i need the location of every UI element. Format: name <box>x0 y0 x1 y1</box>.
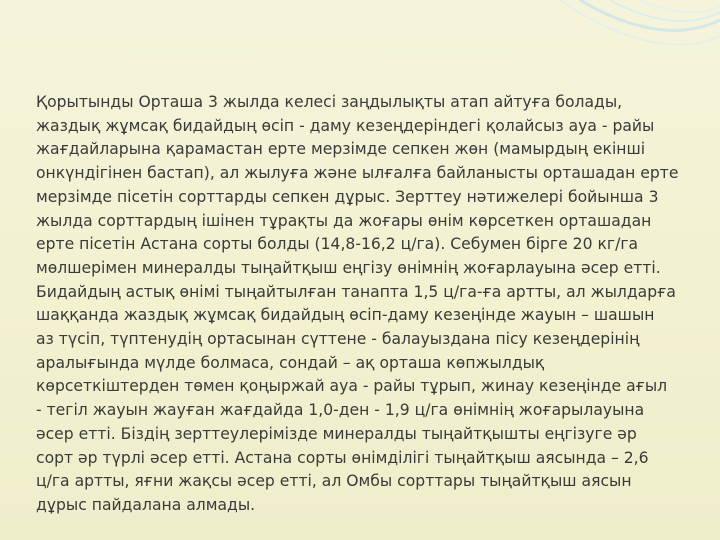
corner-curves-graphic <box>540 0 720 60</box>
corner-curves-decoration <box>540 0 720 60</box>
conclusion-paragraph: Қорытынды Орташа 3 жылда келесі заңдылықты атап айтуға болады, жаздық жұмсақ бидайдың өсіп - даму кезеңдеріндегі қолайсыз ауа - райы жағдайларына қарамастан ерте мерзімде сепкен жөн (мамырдың екінші онкүндігінен бастап), ал жылуға және ылғалға байланысты орташадан ерте мерзімде пісетін сорттарды сепкен дұрыс. Зерттеу нәтижелері бойынша 3 жылда сорттардың ішінен тұрақты да жоғары өнім көрсеткен орташадан ерте пісетін Астана сорты болды (14,8-16,2 ц/га). Себумен бірге 20 кг/га мөлшерімен минералды тыңайтқыш еңгізу өнімнің жоғарлауына әсер етті. Бидайдың астық өнімі тыңайтылған танапта 1,5 ц/га-ға артты, ал жылдарға шаққанда жаздық жұмсақ бидайдың өсіп-даму кезеңінде жауын – шашын аз түсіп, түптенудің ортасынан сүттене - балауыздана пісу кезеңдерінің аралығында мүлде болмаса, сондай – ақ орташа көпжылдық көрсеткіштерден төмен қоңыржай ауа - райы тұрып, жинау кезеңінде ағыл - тегіл жауын жауған жағдайда 1,0-ден - 1,9 ц/га өнімнің жоғарылауына әсер етті. Біздің зерттеулерімізде минералды тыңайтқышты еңгізуге әр сорт әр түрлі әсер етті. Астана сорты өнімділігі тыңайтқыш аясында – 2,6 ц/га артты, яғни жақсы әсер етті, ал Омбы сорттары тыңайтқыш аясын дұрыс пайдалана алмады. <box>36 93 679 514</box>
